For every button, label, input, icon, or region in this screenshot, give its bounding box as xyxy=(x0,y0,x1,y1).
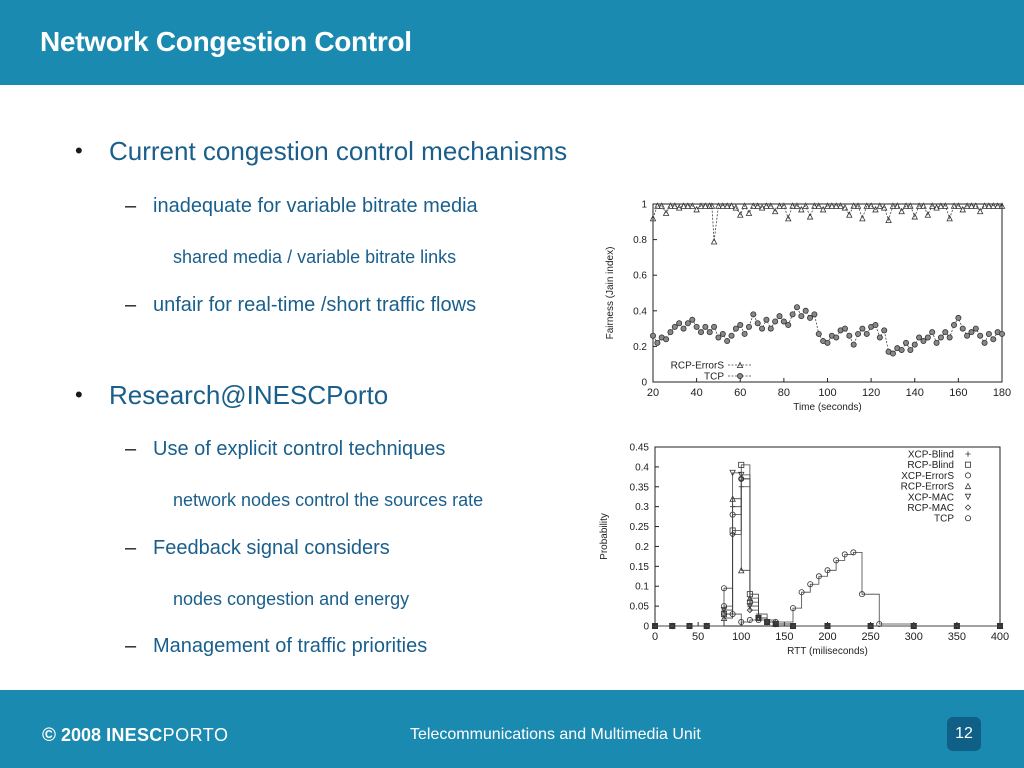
bullet-text: Research@INESCPorto xyxy=(109,380,389,410)
bullet-icon: • xyxy=(75,138,83,163)
subitem-text: unfair for real-time /short traffic flows xyxy=(153,294,477,316)
data-point xyxy=(685,321,690,326)
subitem-text: Management of traffic priorities xyxy=(153,635,428,657)
data-point xyxy=(986,331,991,336)
legend-marker xyxy=(737,373,742,378)
data-point xyxy=(690,317,695,322)
y-axis-label: Fairness (Jain index) xyxy=(605,246,616,340)
subsubitem-shared-media: shared media / variable bitrate links xyxy=(173,247,457,267)
y-tick-label: 0.45 xyxy=(629,442,649,454)
rtt-probability-chart xyxy=(594,437,1018,665)
dash-icon: – xyxy=(125,635,137,657)
data-point xyxy=(681,326,686,331)
legend-marker xyxy=(965,516,970,521)
subsubitem-nodes-congestion: nodes congestion and energy xyxy=(173,589,410,609)
data-point xyxy=(943,330,948,335)
data-point xyxy=(917,335,922,340)
dash-icon: – xyxy=(125,294,137,316)
subitem-unfair xyxy=(125,294,476,317)
subitem-priorities xyxy=(125,635,427,658)
data-point xyxy=(816,331,821,336)
data-point xyxy=(707,330,712,335)
data-point xyxy=(720,331,725,336)
legend-label: XCP-MAC xyxy=(907,492,954,504)
x-tick-label: 60 xyxy=(734,387,747,399)
y-tick-label: 0.15 xyxy=(629,561,649,573)
series-RCP-ErrorS xyxy=(650,203,1004,244)
data-point xyxy=(921,338,926,343)
y-tick-label: 0.1 xyxy=(635,581,649,593)
data-point xyxy=(960,326,965,331)
legend-marker xyxy=(965,494,970,499)
fairness-chart xyxy=(596,190,1018,420)
x-tick-label: 100 xyxy=(732,631,751,643)
y-tick-label: 0.25 xyxy=(629,522,649,534)
data-point xyxy=(663,337,668,342)
legend xyxy=(901,450,971,525)
data-point xyxy=(851,342,856,347)
data-point xyxy=(751,312,756,317)
y-tick-label: 0 xyxy=(643,621,649,633)
data-point xyxy=(903,340,908,345)
y-tick-label: 0.2 xyxy=(635,541,649,553)
legend-label: RCP-ErrorS xyxy=(670,360,724,372)
data-point xyxy=(834,335,839,340)
data-point xyxy=(965,333,970,338)
y-tick-label: 0.4 xyxy=(635,462,649,474)
series-TCP xyxy=(652,550,1002,629)
data-point xyxy=(799,314,804,319)
data-point xyxy=(951,322,956,327)
page-number: 12 xyxy=(947,717,981,751)
x-tick-label: 200 xyxy=(818,631,837,643)
x-tick-label: 120 xyxy=(861,387,881,399)
data-point xyxy=(794,305,799,310)
subitem-text: Use of explicit control techniques xyxy=(153,438,446,460)
data-point xyxy=(777,314,782,319)
x-tick-label: 250 xyxy=(861,631,880,643)
y-tick-label: 1 xyxy=(641,199,647,211)
data-point xyxy=(947,335,952,340)
data-point xyxy=(655,340,660,345)
data-point xyxy=(764,317,769,322)
data-point xyxy=(978,333,983,338)
data-point xyxy=(786,322,791,327)
data-point xyxy=(668,330,673,335)
data-point xyxy=(773,319,778,324)
subsubitem-network-nodes: network nodes control the sources rate xyxy=(173,490,484,510)
bullet-icon: • xyxy=(75,382,83,407)
legend-label: TCP xyxy=(934,513,954,525)
data-point xyxy=(969,330,974,335)
data-point xyxy=(912,342,917,347)
data-point xyxy=(860,326,865,331)
x-axis-label: Time (seconds) xyxy=(793,402,862,413)
data-point xyxy=(899,347,904,352)
data-point xyxy=(742,331,747,336)
subitem-text: Feedback signal considers xyxy=(153,537,390,559)
data-point xyxy=(847,212,852,217)
y-axis-label: Probability xyxy=(599,513,610,560)
data-point xyxy=(925,335,930,340)
x-tick-label: 400 xyxy=(990,631,1010,643)
data-point xyxy=(812,312,817,317)
x-tick-label: 50 xyxy=(692,631,705,643)
x-tick-label: 180 xyxy=(992,387,1012,399)
slide-title: Network Congestion Control xyxy=(40,26,412,57)
x-tick-label: 100 xyxy=(818,387,837,399)
data-point xyxy=(694,324,699,329)
x-tick-label: 0 xyxy=(651,631,659,643)
data-point xyxy=(956,315,961,320)
data-point xyxy=(755,321,760,326)
data-point xyxy=(703,324,708,329)
footer-logo xyxy=(42,725,228,747)
data-point xyxy=(855,331,860,336)
legend-label: RCP-MAC xyxy=(907,503,954,514)
data-point xyxy=(807,315,812,320)
data-point xyxy=(650,333,655,338)
x-tick-label: 300 xyxy=(904,631,923,643)
data-point xyxy=(746,324,751,329)
bullet-text: Current congestion control mechanisms xyxy=(109,136,568,166)
data-point xyxy=(930,330,935,335)
subitem-feedback xyxy=(125,537,390,560)
data-point xyxy=(803,308,808,313)
dash-icon: – xyxy=(125,438,137,460)
x-tick-label: 80 xyxy=(777,387,790,399)
data-point xyxy=(973,326,978,331)
data-point xyxy=(873,322,878,327)
data-point xyxy=(759,326,764,331)
data-point xyxy=(790,312,795,317)
legend-label: RCP-Blind xyxy=(907,460,954,472)
data-point xyxy=(938,335,943,340)
footer-unit-name: Telecommunications and Multimedia Unit xyxy=(410,726,701,743)
subitem-text: inadequate for variable bitrate media xyxy=(153,195,478,217)
y-tick-label: 0.6 xyxy=(633,270,647,282)
series-line xyxy=(653,307,1002,353)
legend-marker xyxy=(965,505,970,510)
data-point xyxy=(677,321,682,326)
x-axis-label: RTT (miliseconds) xyxy=(787,646,868,657)
data-point xyxy=(729,333,734,338)
data-point xyxy=(746,210,751,215)
legend-marker xyxy=(965,462,970,467)
data-point xyxy=(807,214,812,219)
y-tick-label: 0.4 xyxy=(633,306,647,318)
data-point xyxy=(711,239,716,244)
legend-marker xyxy=(965,473,970,478)
subitem-inadequate xyxy=(125,195,478,218)
data-point xyxy=(842,326,847,331)
data-point xyxy=(825,340,830,345)
data-point xyxy=(711,324,716,329)
x-tick-label: 150 xyxy=(775,631,794,643)
series-TCP xyxy=(650,305,1004,356)
data-point xyxy=(698,330,703,335)
data-point xyxy=(934,340,939,345)
data-point xyxy=(716,335,721,340)
data-point xyxy=(672,324,677,329)
plot-frame xyxy=(653,204,1002,382)
x-tick-label: 350 xyxy=(947,631,967,643)
data-point xyxy=(999,331,1004,336)
data-point xyxy=(738,322,743,327)
copyright-year: 2008 xyxy=(61,725,102,745)
bullet-item-current-mechanisms xyxy=(75,136,568,167)
y-tick-label: 0.3 xyxy=(635,502,649,514)
x-tick-label: 40 xyxy=(690,387,703,399)
y-tick-label: 0.05 xyxy=(629,601,649,613)
legend-label: TCP xyxy=(704,371,724,383)
data-point xyxy=(860,216,865,221)
dash-icon: – xyxy=(125,195,137,217)
data-point xyxy=(864,331,869,336)
x-tick-label: 20 xyxy=(646,387,660,399)
logo-inesc: INESC xyxy=(106,725,163,745)
series-line xyxy=(655,552,1000,626)
logo-porto: PORTO xyxy=(162,725,229,745)
data-point xyxy=(725,338,730,343)
copyright-symbol: © xyxy=(42,725,56,746)
data-point xyxy=(991,337,996,342)
data-point xyxy=(847,333,852,338)
legend-marker xyxy=(965,451,970,456)
series-line xyxy=(653,206,1002,242)
legend-marker xyxy=(965,484,970,489)
legend-label: XCP-Blind xyxy=(907,449,954,461)
data-point xyxy=(733,326,738,331)
data-point xyxy=(768,326,773,331)
dash-icon: – xyxy=(125,537,137,559)
y-tick-label: 0 xyxy=(641,377,647,389)
data-point xyxy=(890,351,895,356)
y-tick-label: 0.8 xyxy=(633,235,647,247)
legend-label: RCP-ErrorS xyxy=(900,481,954,493)
data-point xyxy=(877,335,882,340)
header-bar xyxy=(0,0,1024,85)
data-point xyxy=(882,328,887,333)
legend-label: XCP-ErrorS xyxy=(901,470,954,482)
subitem-explicit-control xyxy=(125,438,445,461)
y-tick-label: 0.2 xyxy=(633,341,647,353)
x-tick-label: 140 xyxy=(905,387,924,399)
bullet-item-research xyxy=(75,380,389,411)
data-point xyxy=(908,347,913,352)
x-tick-label: 160 xyxy=(949,387,968,399)
data-point xyxy=(982,340,987,345)
y-tick-label: 0.35 xyxy=(629,482,649,494)
data-point xyxy=(781,319,786,324)
